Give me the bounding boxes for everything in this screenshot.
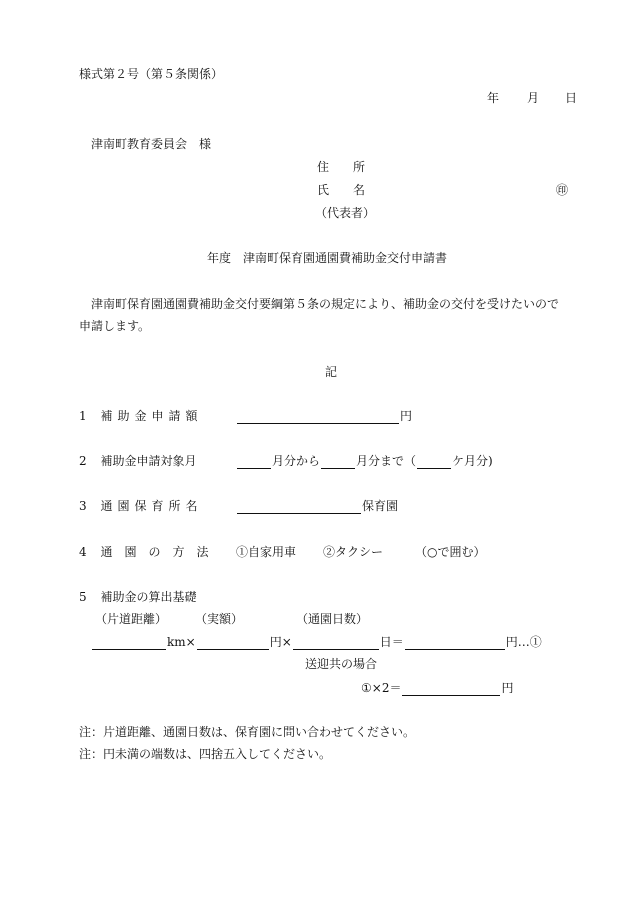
double-formula: ①×2＝	[361, 681, 402, 695]
days-equals: 日＝	[379, 635, 404, 649]
result-unit: 円…①	[505, 635, 542, 649]
item3-suffix: 保育園	[362, 499, 399, 513]
item3-field	[236, 498, 398, 514]
double-formula-row	[361, 680, 513, 696]
col-actual-label: （実額）	[195, 612, 244, 626]
item4-row	[79, 544, 220, 560]
double-result-input[interactable]	[402, 682, 500, 696]
note-2: 注：円未満の端数は、四捨五入してください。	[79, 747, 332, 761]
name-label: 氏 名	[317, 183, 366, 197]
item3-number: 3	[79, 499, 87, 513]
col-days-label: （通園日数）	[296, 612, 369, 626]
to-month-input[interactable]	[321, 455, 355, 469]
calc-formula-row	[91, 634, 542, 650]
item5-number: 5	[79, 590, 87, 604]
nursery-name-input[interactable]	[237, 500, 361, 514]
double-unit: 円	[501, 681, 514, 695]
item5-row	[79, 589, 196, 605]
distance-input[interactable]	[92, 636, 166, 650]
item2-from: 月分から	[272, 454, 321, 468]
item2-months: ケ月分)	[452, 454, 493, 468]
month-count-input[interactable]	[417, 455, 451, 469]
document-title: 年度 津南町保育園通園費補助金交付申請書	[207, 251, 448, 265]
item3-row	[79, 498, 202, 514]
note-1: 注：片道距離、通園日数は、保育園に問い合わせてください。	[79, 725, 416, 739]
item1-number: 1	[79, 409, 87, 423]
actual-amount-input[interactable]	[197, 636, 269, 650]
col-distance-label: （片道距離）	[95, 612, 168, 626]
item1-row	[79, 408, 202, 424]
yen-times: 円×	[269, 635, 292, 649]
addressee: 津南町教育委員会 様	[91, 137, 212, 151]
date-year-label: 年	[487, 91, 500, 105]
item5-label: 補助金の算出基礎	[100, 590, 197, 604]
item4-label: 通園の方法	[100, 545, 221, 559]
item1-unit: 円	[400, 409, 413, 423]
item2-to: 月分まで（	[356, 454, 417, 468]
seal-mark: ㊞	[556, 183, 569, 197]
from-month-input[interactable]	[237, 455, 271, 469]
form-number: 様式第２号（第５条関係）	[79, 67, 224, 81]
commute-option-2[interactable]: ②タクシー	[323, 545, 384, 559]
item4-number: 4	[79, 545, 87, 559]
km-times: km×	[167, 635, 196, 649]
commute-option-1[interactable]: ①自家用車	[236, 545, 297, 559]
item1-field	[236, 408, 412, 424]
ki-heading: 記	[325, 365, 338, 379]
item3-label: 通園保育所名	[100, 499, 203, 513]
days-input[interactable]	[293, 636, 379, 650]
item2-label: 補助金申請対象月	[100, 454, 197, 468]
item2-row	[79, 453, 196, 469]
result-input[interactable]	[405, 636, 505, 650]
item1-label: 補助金申請額	[100, 409, 203, 423]
address-label: 住 所	[317, 160, 366, 174]
date-month-label: 月	[527, 91, 540, 105]
item2-number: 2	[79, 454, 87, 468]
body-text-line1: 津南町保育園通園費補助金交付要綱第５条の規定により、補助金の交付を受けたいので	[91, 297, 560, 311]
date-day-label: 日	[565, 91, 578, 105]
amount-input[interactable]	[237, 410, 399, 424]
round-trip-label: 送迎共の場合	[305, 657, 378, 671]
representative-label: （代表者）	[315, 206, 376, 220]
item2-field	[236, 453, 493, 469]
body-text-line2: 申請します。	[79, 319, 151, 333]
item4-note: （○で囲む）	[415, 545, 486, 559]
